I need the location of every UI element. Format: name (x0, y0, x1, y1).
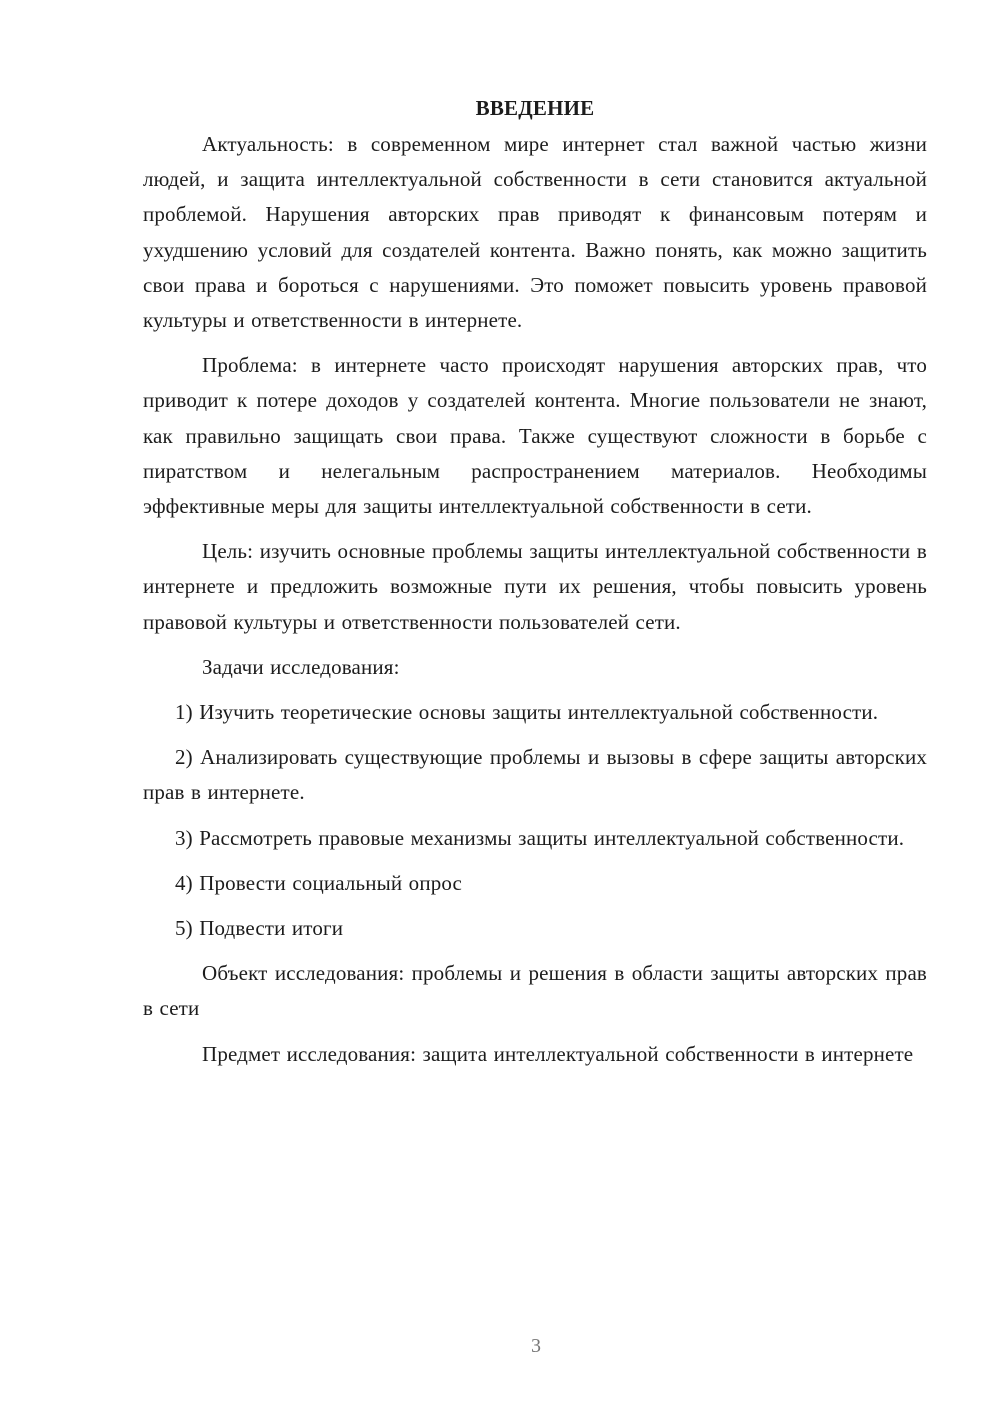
paragraph-subject: Предмет исследования: защита интеллектуальной собственности в интернете (202, 1041, 914, 1066)
paragraph-gap (143, 730, 927, 740)
paragraph-gap (143, 524, 927, 534)
task-item-4: 4) Провести социальный опрос (175, 870, 463, 895)
paragraph-gap (143, 856, 927, 866)
paragraph-gap (143, 338, 927, 348)
task-item-1: 1) Изучить теоретические основы защиты интеллектуальной собственности. (175, 700, 879, 725)
task-item-5: 5) Подвести итоги (175, 916, 344, 941)
page-number: 3 (531, 1335, 541, 1357)
paragraph-goal: Цель: изучить основные проблемы защиты интеллектуальной собственности в интернете и предложить возможные пути их решения, чтобы повысить уровень правовой культуры и ответственности пользователей сети. (143, 539, 927, 634)
paragraph-problem: Проблема: в интернете часто происходят нарушения авторских прав, что приводит к потере доходов у создателей контента. Многие пользователи не знают, как правильно защищать свои права. Также существуют сложности в борьбе с пиратством и нелегальным распространением материалов. Необходимы эффективные меры для защиты интеллектуальной собственности в сети. (143, 353, 927, 519)
paragraph-object: Объект исследования: проблемы и решения в области защиты авторских прав в сети (143, 961, 927, 1021)
page-title: ВВЕДЕНИЕ (475, 96, 595, 120)
task-item-2: 2) Анализировать существующие проблемы и вызовы в сфере защиты авторских прав в интернете. (143, 745, 927, 805)
task-item-3: 3) Рассмотреть правовые механизмы защиты интеллектуальной собственности. (175, 825, 905, 850)
paragraph-relevance: Актуальность: в современном мире интернет стал важной частью жизни людей, и защита интеллектуальной собственности в сети становится актуальной проблемой. Нарушения авторских прав приводят к финансовым потерям и ухудшению условий для создателей контента. Важно понять, как можно защитить свои права и бороться с нарушениями. Это поможет повысить уровень правовой культуры и ответственности в интернете. (143, 132, 927, 333)
paragraph-gap (143, 1027, 927, 1037)
paragraph-gap (143, 640, 927, 650)
paragraph-gap (143, 811, 927, 821)
paragraph-gap (143, 685, 927, 695)
paragraph-gap (143, 901, 927, 911)
tasks-heading: Задачи исследования: (202, 654, 400, 679)
page-content (143, 92, 927, 1072)
paragraph-gap (143, 946, 927, 956)
